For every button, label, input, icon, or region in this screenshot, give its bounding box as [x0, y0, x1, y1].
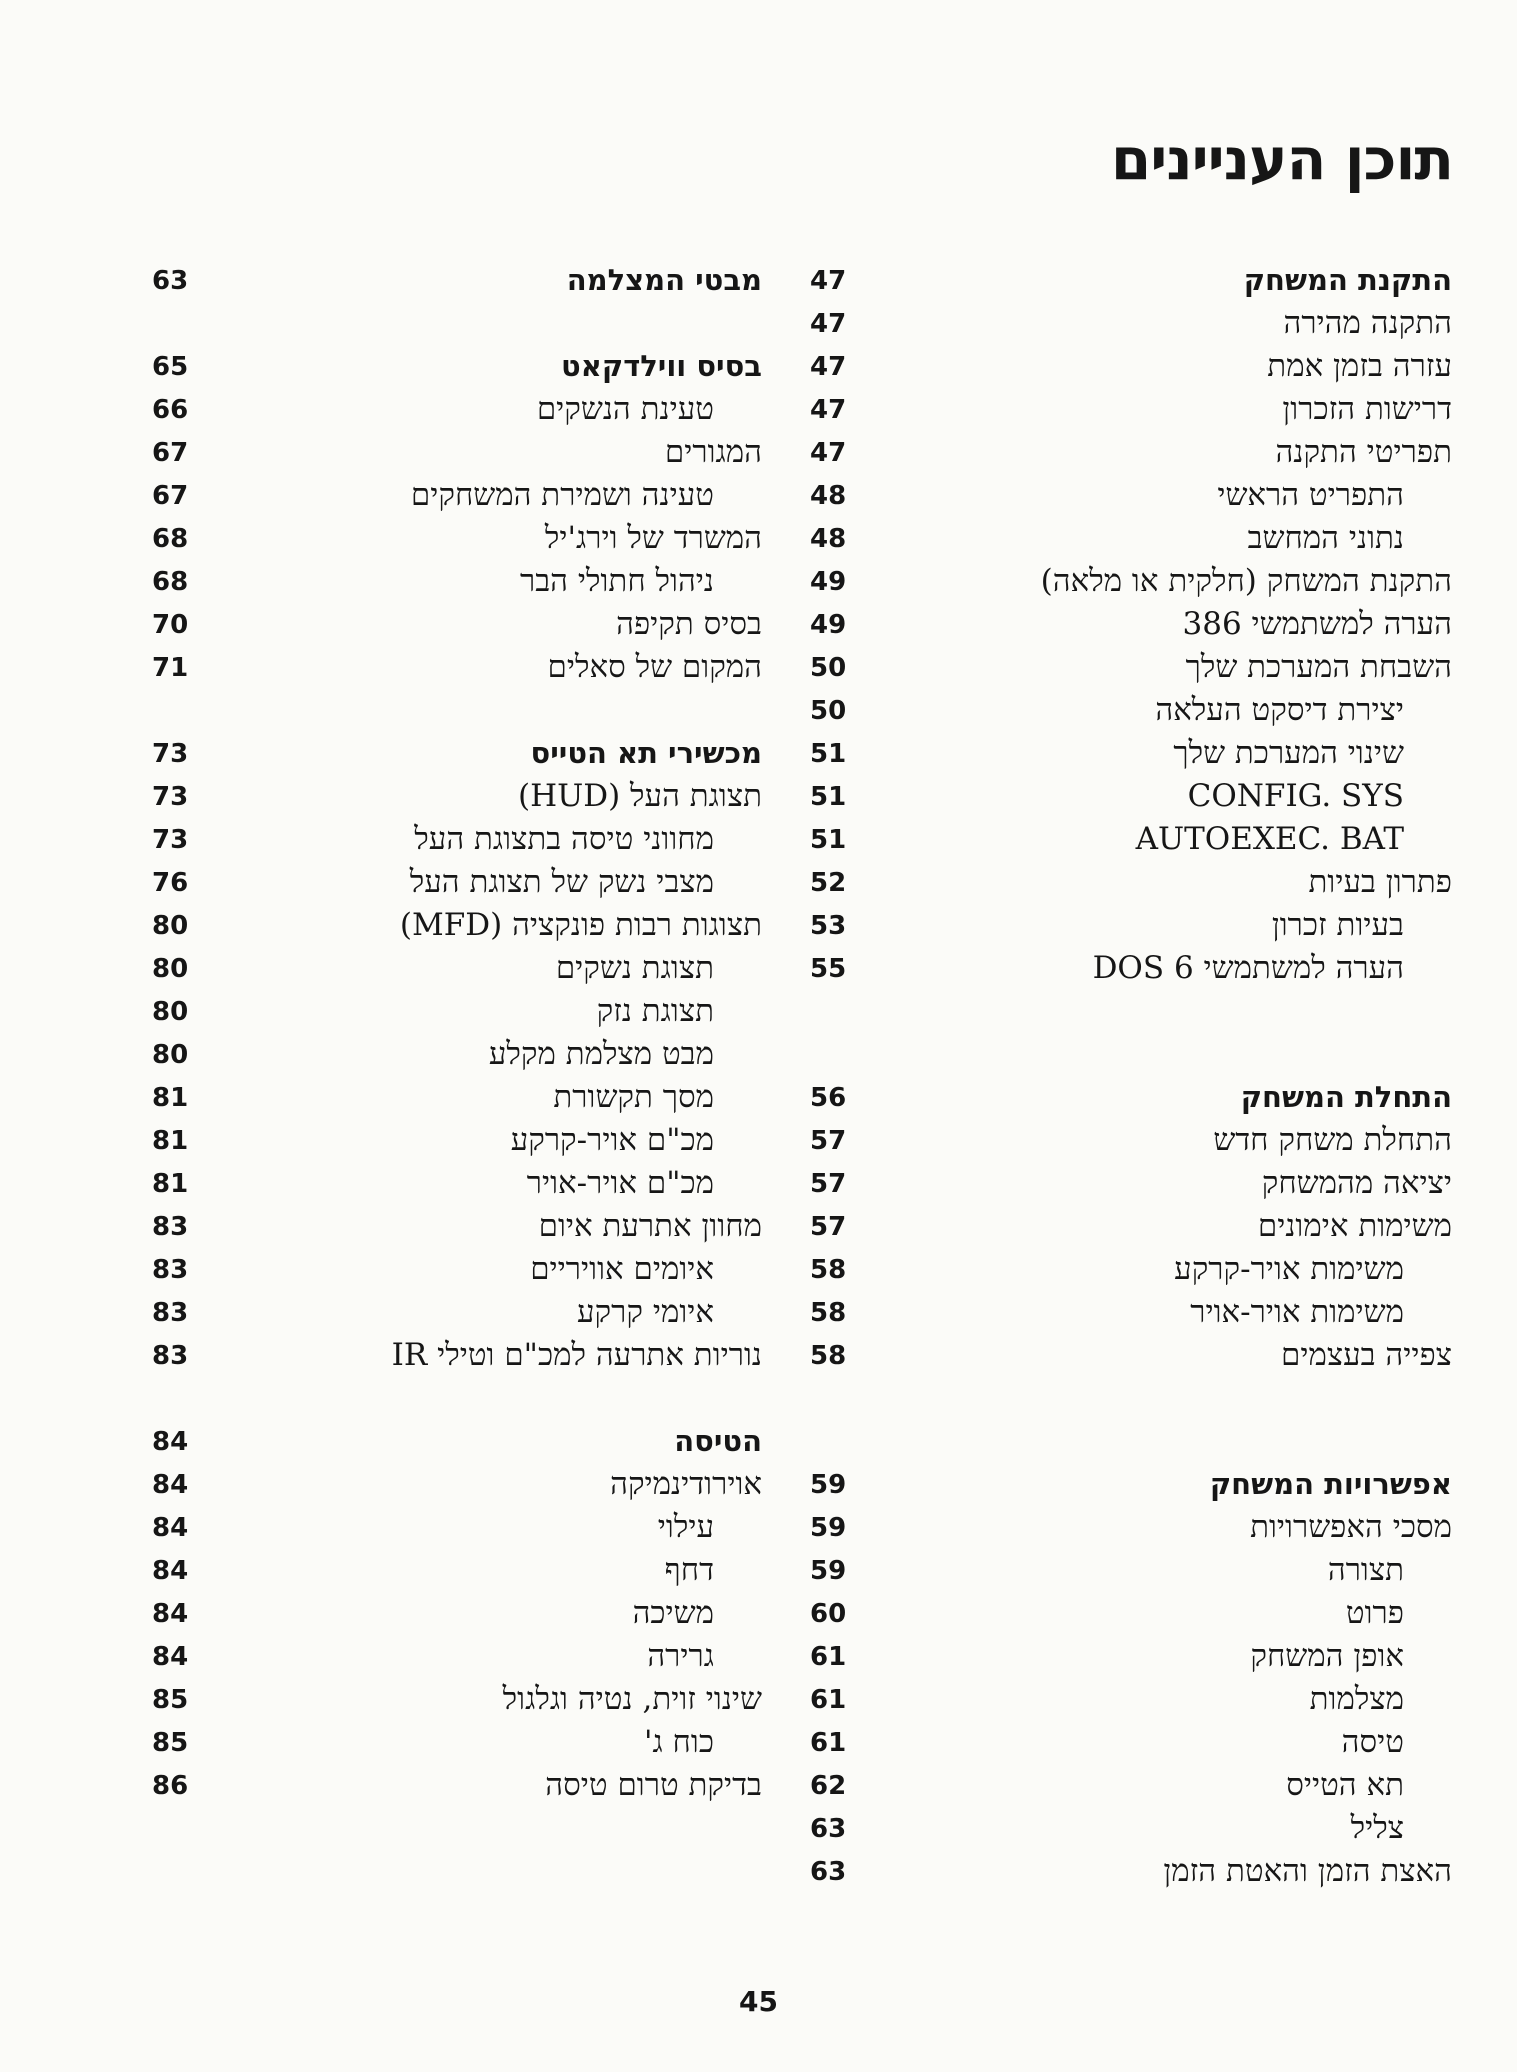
toc-entry-title: התפריט הראשי [1217, 477, 1404, 513]
toc-page-number: 61 [810, 1641, 847, 1672]
toc-page-number: 65 [152, 351, 189, 382]
toc-page-number: 50 [810, 652, 847, 683]
toc-page-number: 67 [152, 437, 189, 468]
toc-page-number: 62 [810, 1770, 847, 1801]
toc-page-number: 80 [152, 953, 189, 984]
toc-entry-title: אופן המשחק [1250, 1638, 1404, 1674]
toc-page-number: 83 [152, 1297, 189, 1328]
toc-entry [810, 1592, 1452, 1635]
toc-page-number: 70 [152, 609, 189, 640]
toc-entry [810, 302, 1452, 345]
toc-entry [152, 1635, 762, 1678]
toc-page-number: 53 [810, 910, 847, 941]
toc-entry [810, 689, 1452, 732]
toc-entry-title: המגורים [664, 434, 762, 470]
toc-entry-title: שינוי המערכת שלך [1173, 735, 1404, 771]
toc-section-heading [152, 732, 762, 775]
toc-page-number: 47 [810, 265, 847, 296]
toc-page-number: 59 [810, 1555, 847, 1586]
toc-page-number: 58 [810, 1340, 847, 1371]
toc-entry-title: המקום של סאלים [547, 649, 762, 685]
toc-entry [152, 1291, 762, 1334]
toc-entry [152, 1592, 762, 1635]
toc-page-number: 84 [152, 1598, 189, 1629]
toc-page-number: 58 [810, 1297, 847, 1328]
toc-entry-title: התחלת משחק חדש [1213, 1122, 1452, 1158]
toc-page-number: 73 [152, 781, 189, 812]
toc-page-number: 48 [810, 480, 847, 511]
toc-entry [152, 1463, 762, 1506]
toc-entry [810, 1807, 1452, 1850]
toc-page-number: 47 [810, 437, 847, 468]
toc-entry-title: המשרד של וירג'יל [544, 520, 762, 556]
toc-page-number: 83 [152, 1340, 189, 1371]
toc-page-number: 63 [810, 1856, 847, 1887]
toc-entry-title: נתוני המחשב [1247, 520, 1404, 556]
toc-section-heading [152, 259, 762, 302]
toc-entry [810, 646, 1452, 689]
toc-entry-title: CONFIG. SYS [1187, 778, 1404, 814]
toc-page-number: 57 [810, 1125, 847, 1156]
toc-entry [152, 775, 762, 818]
toc-page-number: 85 [152, 1727, 189, 1758]
toc-page-number: 84 [152, 1555, 189, 1586]
toc-entry [810, 861, 1452, 904]
toc-entry-title: מכ"ם אויר-קרקע [510, 1122, 714, 1158]
toc-entry [152, 1678, 762, 1721]
toc-entry [810, 345, 1452, 388]
toc-entry [810, 1248, 1452, 1291]
toc-page-number: 58 [810, 1254, 847, 1285]
toc-entry-title: מצלמות [1309, 1681, 1404, 1717]
toc-entry-title: מצבי נשק של תצוגת העל [409, 864, 714, 900]
toc-entry-title: מסך תקשורת [553, 1079, 714, 1115]
toc-section-heading [810, 259, 1452, 302]
toc-entry [810, 1549, 1452, 1592]
toc-page-number: 47 [810, 394, 847, 425]
toc-entry-title: ניהול חתולי הבר [520, 563, 714, 599]
toc-entry [152, 517, 762, 560]
toc-entry-title: תצוגת נשקים [555, 950, 714, 986]
toc-entry-title: נוריות אתרעה למכ"ם וטילי IR [391, 1337, 762, 1373]
toc-page-number: 73 [152, 824, 189, 855]
toc-entry [810, 431, 1452, 474]
toc-entry-title: טעינה ושמירת המשחקים [410, 477, 714, 513]
toc-entry [152, 1334, 762, 1377]
toc-entry-title: מסכי האפשרויות [1250, 1509, 1452, 1545]
toc-page-number: 83 [152, 1254, 189, 1285]
toc-entry-title: תפריטי התקנה [1275, 434, 1452, 470]
toc-entry [810, 1678, 1452, 1721]
toc-column-right [810, 259, 1452, 1919]
toc-entry-title: איומים אוויריים [530, 1251, 714, 1287]
toc-entry-title: הערה למשתמשי 386 [1182, 606, 1452, 642]
toc-page-number: 71 [152, 652, 189, 683]
toc-entry [810, 603, 1452, 646]
toc-entry-title: מבט מצלמת מקלע [488, 1036, 714, 1072]
toc-entry-title: יצירת דיסקט העלאה [1155, 692, 1404, 728]
toc-entry-title: כוח ג' [643, 1724, 714, 1760]
toc-page-number: 49 [810, 566, 847, 597]
page-title: תוכן העניינים [1110, 125, 1453, 193]
toc-entry-title: משימות אימונים [1257, 1208, 1452, 1244]
toc-entry-title: מחוון אתרעת איום [538, 1208, 762, 1244]
toc-entry [152, 1248, 762, 1291]
toc-page-number: 52 [810, 867, 847, 898]
toc-entry [152, 474, 762, 517]
toc-entry-title: אפשרויות המשחק [1209, 1467, 1452, 1501]
toc-entry [152, 1033, 762, 1076]
toc-page-number: 67 [152, 480, 189, 511]
toc-entry-title: פרוט [1345, 1595, 1404, 1631]
toc-entry-title: גרירה [647, 1638, 714, 1674]
toc-entry [810, 1506, 1452, 1549]
toc-entry-title: טעינת הנשקים [536, 391, 714, 427]
toc-page-number: 51 [810, 781, 847, 812]
toc-entry-title: פתרון בעיות [1308, 864, 1452, 900]
toc-entry [152, 1162, 762, 1205]
toc-page-number: 84 [152, 1641, 189, 1672]
toc-page-number: 50 [810, 695, 847, 726]
toc-page-number: 48 [810, 523, 847, 554]
toc-page-number: 61 [810, 1684, 847, 1715]
toc-entry-title: הערה למשתמשי DOS 6 [1092, 950, 1404, 986]
toc-entry-title: בדיקת טרום טיסה [545, 1767, 762, 1803]
toc-page-number: 84 [152, 1512, 189, 1543]
toc-entry [152, 1549, 762, 1592]
toc-page-number: 68 [152, 566, 189, 597]
toc-page-number: 83 [152, 1211, 189, 1242]
toc-page-number: 51 [810, 738, 847, 769]
toc-entry-title: אוירודינמיקה [610, 1466, 762, 1502]
toc-page-number: 55 [810, 953, 847, 984]
toc-entry [810, 1635, 1452, 1678]
toc-page-number: 56 [810, 1082, 847, 1113]
toc-entry [152, 560, 762, 603]
toc-section-heading [152, 345, 762, 388]
toc-page-number: 84 [152, 1426, 189, 1457]
toc-entry [152, 1205, 762, 1248]
toc-page-number: 60 [810, 1598, 847, 1629]
toc-entry [810, 947, 1452, 990]
toc-entry-title: תצוגת העל (HUD) [517, 778, 762, 814]
toc-page-number: 63 [152, 265, 189, 296]
toc-entry-title: צליל [1350, 1810, 1404, 1846]
toc-entry [152, 990, 762, 1033]
toc-entry [810, 732, 1452, 775]
toc-entry [810, 560, 1452, 603]
toc-entry-title: מכ"ם אויר-אויר [526, 1165, 714, 1201]
toc-entry [152, 1721, 762, 1764]
toc-page-number: 81 [152, 1082, 189, 1113]
toc-entry [152, 1076, 762, 1119]
toc-entry [810, 818, 1452, 861]
toc-entry [152, 904, 762, 947]
toc-entry [810, 1721, 1452, 1764]
toc-entry [152, 818, 762, 861]
toc-page-number: 80 [152, 1039, 189, 1070]
toc-page-number: 47 [810, 308, 847, 339]
toc-page-number: 80 [152, 910, 189, 941]
toc-page-number: 63 [810, 1813, 847, 1844]
toc-page-number: 66 [152, 394, 189, 425]
toc-entry [152, 388, 762, 431]
toc-entry-title: בעיות זכרון [1271, 907, 1404, 943]
toc-entry-title: בסיס תקיפה [616, 606, 762, 642]
toc-entry [152, 947, 762, 990]
toc-entry-title: משיכה [632, 1595, 714, 1631]
toc-entry-title: הטיסה [674, 1424, 762, 1458]
toc-page-number: 84 [152, 1469, 189, 1500]
toc-page-number: 86 [152, 1770, 189, 1801]
toc-page-number: 85 [152, 1684, 189, 1715]
toc-page-number: 47 [810, 351, 847, 382]
toc-column-left [152, 259, 762, 1919]
toc-page-number: 59 [810, 1512, 847, 1543]
toc-entry-title: יציאה מהמשחק [1261, 1165, 1452, 1201]
toc-entry-title: עזרה בזמן אמת [1267, 348, 1452, 384]
toc-entry-title: השבחת המערכת שלך [1185, 649, 1452, 685]
toc-entry-title: התקנת המשחק [1243, 263, 1452, 297]
toc-entry-title: מכשירי תא הטייס [530, 736, 762, 770]
toc-entry-title: התקנת המשחק (חלקית או מלאה) [1040, 563, 1452, 599]
toc-entry-title: צפייה בעצמים [1281, 1337, 1452, 1373]
toc-entry-title: AUTOEXEC. BAT [1135, 821, 1404, 857]
toc-entry [810, 1162, 1452, 1205]
toc-page-number: 59 [810, 1469, 847, 1500]
toc-entry-title: התקנה מהירה [1283, 305, 1452, 341]
toc-entry-title: תצורה [1327, 1552, 1404, 1588]
toc-entry [810, 1291, 1452, 1334]
toc-page-number: 76 [152, 867, 189, 898]
toc-entry [810, 1205, 1452, 1248]
toc-entry-title: התחלת המשחק [1240, 1080, 1452, 1114]
toc-page-number: 51 [810, 824, 847, 855]
toc-entry [810, 1334, 1452, 1377]
toc-entry-title: משימות אויר-אויר [1190, 1294, 1404, 1330]
toc-entry-title: מבטי המצלמה [566, 263, 762, 297]
toc-entry [152, 1764, 762, 1807]
toc-entry [152, 1119, 762, 1162]
page-number: 45 [739, 1985, 778, 2018]
toc-entry [152, 603, 762, 646]
toc-entry-title: משימות אויר-קרקע [1174, 1251, 1404, 1287]
toc-entry-title: מחווני טיסה בתצוגת העל [414, 821, 714, 857]
toc-entry-title: דרישות הזכרון [1282, 391, 1452, 427]
toc-page-number: 61 [810, 1727, 847, 1758]
toc-entry-title: תצוגת נזק [596, 993, 714, 1029]
toc-entry-title: תא הטייס [1286, 1767, 1404, 1803]
toc-entry [810, 775, 1452, 818]
toc-entry [810, 517, 1452, 560]
toc-page-number: 81 [152, 1125, 189, 1156]
toc-page-number: 57 [810, 1211, 847, 1242]
toc-page-number: 80 [152, 996, 189, 1027]
toc-entry-title: האצת הזמן והאטת הזמן [1163, 1853, 1452, 1889]
toc-entry-title: בסיס ווילדקאט [561, 349, 762, 383]
toc-entry-title: טיסה [1341, 1724, 1404, 1760]
toc-section-heading [152, 1420, 762, 1463]
toc-section-heading [810, 1076, 1452, 1119]
toc-entry [810, 1850, 1452, 1893]
toc-page-number: 81 [152, 1168, 189, 1199]
toc-entry [810, 1764, 1452, 1807]
toc-section-heading [810, 1463, 1452, 1506]
toc-entry [810, 904, 1452, 947]
toc-entry [810, 474, 1452, 517]
toc-entry [152, 646, 762, 689]
toc-entry-title: עילוי [657, 1509, 714, 1545]
toc-page-number: 49 [810, 609, 847, 640]
toc-entry [152, 431, 762, 474]
toc-entry-title: איומי קרקע [577, 1294, 714, 1330]
toc-entry [152, 1506, 762, 1549]
toc-page-number: 68 [152, 523, 189, 554]
toc-entry [810, 388, 1452, 431]
toc-page-number: 73 [152, 738, 189, 769]
toc-entry [152, 861, 762, 904]
toc-page-number: 57 [810, 1168, 847, 1199]
toc-entry-title: דחף [664, 1552, 714, 1588]
toc-entry-title: שינוי זוית, נטיה וגלגול [502, 1681, 762, 1717]
toc-entry [810, 1119, 1452, 1162]
toc-entry-title: תצוגות רבות פונקציה (MFD) [399, 907, 762, 943]
